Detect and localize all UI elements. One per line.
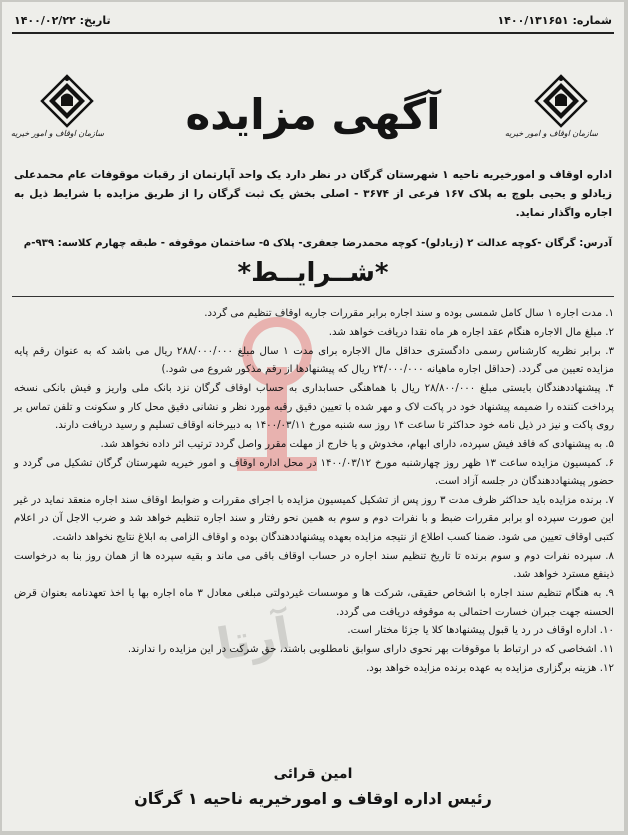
condition-item: ۷. برنده مزایده باید حداکثر ظرف مدت ۳ روز پس از تشکیل کمیسیون مزایده با اجرای مقررات و ضوابط اوقاف سند اجاره منعقد نماید در غیر این صورت سپرده او برابر مقررات ضبط و با نفرات دوم و سوم به همین نحو رفتار و سند اجاره تنظیم خواهد شد و ضرب الاجل آن در اعلام کتبی اوقاف تعیین می شود. ضمنا کسب اطلاع از نتیجه مزایده بعهده پیشنهاددهندگان بوده و اوقاف الزامی به ابلاغ نتایج نخواهد داشت. [14,495,615,543]
conditions-heading: *شــرایــط* [237,258,389,288]
intro-paragraph: اداره اوقاف و امورخیریه ناحیه ۱ شهرستان گرگان در نظر دارد یک واحد آپارتمان از رقبات موقوفات عام محمدعلی زیادلو و یحیی بلوچ به پلاک ۱۶۷ فرعی از ۳۶۷۴ - اصلی بخش یک ثبت گرگان را از طریق مزایده با شرایط ذیل به اجاره واگذار نماید. [14,169,612,219]
notice-title: آگهی مزایده [185,90,441,139]
signatory-title: رئیس اداره اوقاف و امورخیریه ناحیه ۱ گرگان [134,789,492,808]
logo-caption-right: سازمان اوقاف و امور خیریه [504,129,598,138]
condition-item: ۱۲. هزینه برگزاری مزایده به عهده برنده مزایده خواهد بود. [366,663,614,675]
condition-item: ۱۰. اداره اوقاف در رد یا قبول پیشنهادها کلا یا جزئا مختار است. [347,625,614,637]
letter-date: تاریخ: ۱۴۰۰/۰۲/۲۲ [14,14,111,27]
conditions-divider [12,296,614,297]
condition-item: ۳. برابر نظریه کارشناس رسمی دادگستری حداقل مال الاجاره برای مدت ۱ سال مبلغ ۲۸۸/۰۰۰/۰۰۰ ریال می باشد که به عنوان رقم پایه مزایده تعیین می گردد. (حداقل اجاره ماهیانه ۲۴/۰۰۰/۰۰۰ ریال که پیشنهادها از رقم مذکور شروع می شود.) [14,345,614,376]
condition-item: ۱۱. اشخاصی که در ارتباط با موقوفات بهر نحوی دارای سوابق نامطلوبی باشند، حق شرکت در این مزایده را ندارند. [127,644,614,656]
letter-number: شماره: ۱۴۰۰/۱۳۱۶۵۱ [497,14,612,27]
property-address: آدرس: گرگان -کوچه عدالت ۲ (زیادلو)- کوچه محمدرضا جعفری- پلاک ۵- ساختمان موقوفه - طبقه چهارم کلاسه: ۹۳۹-م [23,238,612,249]
condition-item: ۱. مدت اجاره ۱ سال کامل شمسی بوده و سند اجاره برابر مقررات جاریه اوقاف تنظیم می گردد. [204,308,614,319]
condition-item: ۸. سپرده نفرات دوم و سوم برنده تا تاریخ تنظیم سند اجاره در حساب اوقاف باقی می ماند و بقیه سپرده ها از همان روز بنا به درخواست ذینفع مسترد خواهد شد. [14,550,614,581]
notice-sheet [2,2,624,831]
condition-item: ۲. مبلغ مال الاجاره هنگام عقد اجاره هر ماه نقدا دریافت خواهد شد. [328,326,614,338]
logo-caption-left: سازمان اوقاف و امور خیریه [10,129,104,138]
header-divider [12,32,614,34]
condition-item: ۵. به پیشنهادی که فاقد فیش سپرده، دارای ابهام، مخدوش و یا خارج از مهلت مقرر واصل گردد ترتیب اثر داده نخواهد شد. [100,438,614,450]
conditions-list [14,305,614,679]
watermark-text: آرتا [213,608,295,671]
condition-item: ۴. پیشنهاددهندگان بایستی مبلغ ۲۸/۸۰۰/۰۰۰ ریال با هماهنگی حسابداری به حساب اوقاف گرگان نزد بانک ملی واریز و فیش بانکی نسخه پرداخت کننده را ضمیمه پیشنهاد خود در پاکت لاک و مهر شده با تعیین دقیق رقبه مورد نظر و نشانی دقیق محل کار و سکونت و تلفن تماس بر روی پاکت و نیز در ذیل نامه خود حداکثر تا ساعت ۱۴ روز سه شنبه مورخ ۱۴۰۰/۰۳/۱۱ به دبیرخانه اوقاف تسلیم و رسید دریافت دارند. [14,383,614,431]
condition-item: ۶. کمیسیون مزایده ساعت ۱۳ ظهر روز چهارشنبه مورخ ۱۴۰۰/۰۳/۱۲ در محل اداره اوقاف و امور خیریه شهرستان گرگان تشکیل می گردد و حضور پیشنهاددهندگان در جلسه آزاد است. [14,457,614,488]
condition-item: ۹. به هنگام تنظیم سند اجاره با اشخاص حقیقی، شرکت ها و موسسات غیردولتی مبلغی معادل ۳ ماه اجاره بها یا اخذ تعهدنامه بعنوان قرض الحسنه جهت جبران خسارت احتمالی به موقوفه دریافت می گردد. [14,588,615,618]
signatory-name: امین قرائی [273,766,353,782]
